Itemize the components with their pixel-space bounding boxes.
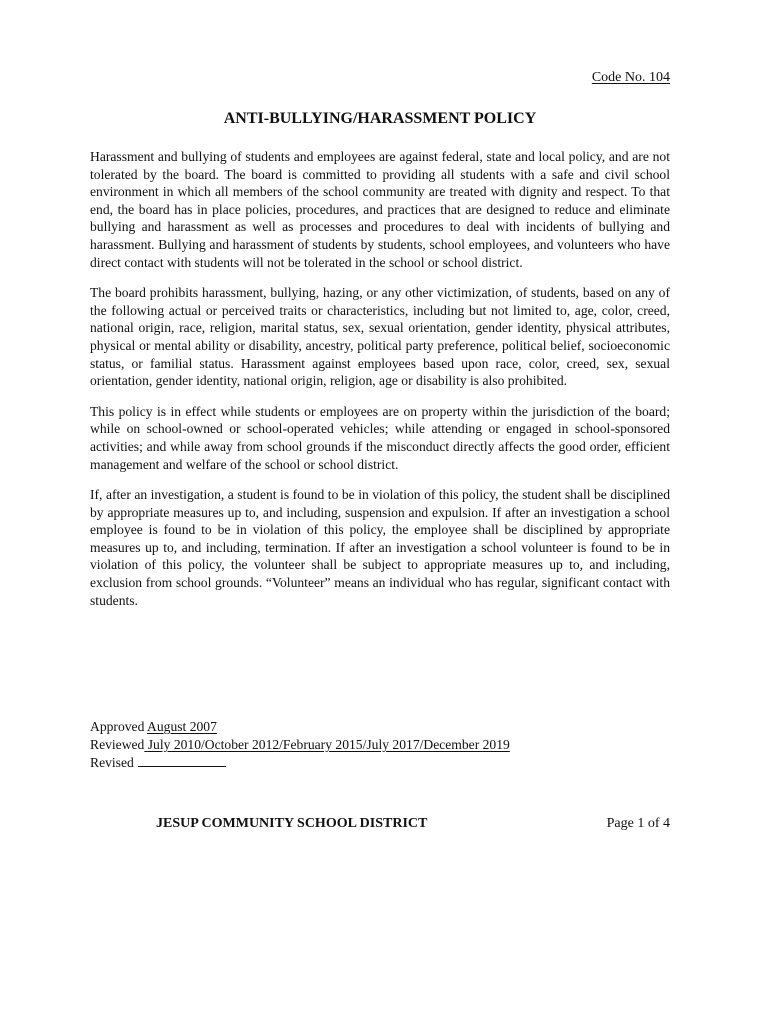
reviewed-dates: July 2010/October 2012/February 2015/July 2017/December 2019	[147, 737, 510, 752]
paragraph-2: The board prohibits harassment, bullying, hazing, or any other victimization, of students, based on any of the following actual or perceived traits or characteristics, including but not limited to, age, color, creed, national origin, race, religion, marital status, sex, sexual orientation, gender identity, physical attributes, physical or mental ability or disability, ancestry, political party preference, political belief, socioeconomic status, or familial status. Harassment against employees based upon race, color, creed, sex, sexual orientation, gender identity, national origin, religion, age or disability is also prohibited.	[90, 285, 670, 389]
revised-label: Revised	[90, 755, 134, 770]
page-footer	[90, 816, 670, 836]
page-number: Page 1 of 4	[606, 816, 670, 831]
reviewed-line	[90, 736, 670, 754]
revised-line	[90, 754, 670, 772]
paragraph-1: Harassment and bullying of students and employees are against federal, state and local policy, and are not tolerated by the board. The board is committed to providing all students with a safe and civil school environment in which all members of the school community are treated with dignity and respect. To that end, the board has in place policies, procedures, and practices that are designed to reduce and eliminate bullying and harassment as well as processes and procedures to deal with incidents of bullying and harassment. Bullying and harassment of students by students, school employees, and volunteers who have direct contact with students will not be tolerated in the school or school district.	[90, 149, 670, 270]
paragraph-3: This policy is in effect while students or employees are on property within the jurisdiction of the board; while on school-owned or school-operated vehicles; while attending or engaged in school-sponsored activities; and while away from school grounds if the misconduct directly affects the good order, efficient management and welfare of the school or school district.	[90, 403, 670, 472]
paragraph-4: If, after an investigation, a student is found to be in violation of this policy, the student shall be disciplined by appropriate measures up to, and including, suspension and expulsion. If after an investigation a school employee is found to be in violation of this policy, the employee shall be disciplined by appropriate measures up to, and including, termination. If after an investigation a school volunteer is found to be in violation of this policy, the volunteer shall be subject to appropriate measures up to, and including, exclusion from school grounds. “Volunteer” means an individual who has regular, significant contact with students.	[90, 487, 670, 608]
policy-body	[90, 148, 670, 622]
policy-history	[90, 718, 670, 772]
reviewed-label: Reviewed	[90, 737, 145, 752]
policy-title: ANTI-BULLYING/HARASSMENT POLICY	[223, 110, 537, 127]
code-number: Code No. 104	[591, 70, 670, 85]
approved-line	[90, 718, 670, 736]
approved-label: Approved	[90, 719, 145, 734]
approved-date: August 2007	[147, 719, 217, 734]
district-name: JESUP COMMUNITY SCHOOL DISTRICT	[156, 816, 428, 831]
revised-blank	[138, 754, 226, 767]
